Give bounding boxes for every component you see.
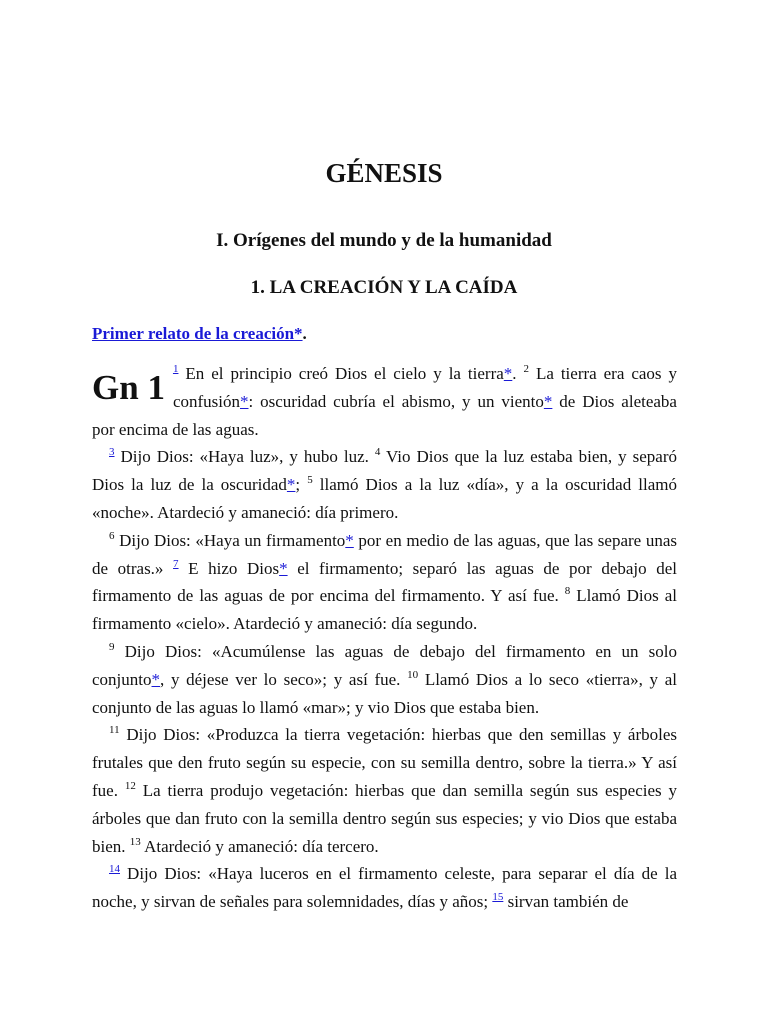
verse-text: La tierra era caos y confusión: [172, 364, 677, 411]
chapter-label: Gn 1: [92, 368, 165, 407]
verse-text: , y déjese ver lo seco»; y así fue.: [160, 669, 408, 689]
footnote-link[interactable]: *: [543, 391, 553, 411]
verse-number: 2: [523, 363, 529, 375]
verse-text: llamó Dios a la luz «día», y a la oscuridad llamó «noche». Atardeció y amaneció: día primero.: [92, 475, 677, 522]
verse-paragraph: [92, 860, 677, 916]
story-heading: [92, 324, 307, 344]
verse-paragraph: [92, 721, 677, 860]
verse-number: 8: [564, 585, 571, 598]
verse-text: Dijo Dios: «Haya luceros en el firmamento celeste, para separar el día de la noche, y sirvan de señales para solemnidades, días y años;: [92, 864, 677, 912]
verse-number[interactable]: [109, 863, 120, 875]
verse-number: 10: [407, 668, 419, 681]
verse-number: 9: [109, 640, 115, 653]
verse-paragraph: [92, 638, 677, 721]
verse-number: 4: [374, 446, 381, 459]
verse-text: Atardeció y amaneció: día tercero.: [140, 836, 379, 856]
verse-text: Dijo Dios: «Produzca la tierra vegetación: hierbas que den semillas y árboles frutales que den fruto según su especie, con su semilla dentro, sobre la tierra.» Y así fue.: [92, 725, 677, 800]
footnote-link[interactable]: *: [503, 364, 513, 383]
verse-text: Dijo Dios: «Haya luz», y hubo luz.: [114, 447, 375, 467]
verse-number: 6: [109, 529, 115, 542]
verse-text: E hizo Dios: [178, 558, 280, 578]
verse-text: .: [512, 364, 524, 383]
verse-text: En el principio creó Dios el cielo y la tierra: [178, 364, 504, 383]
verse-text: ;: [295, 475, 308, 495]
verse-number-link[interactable]: 7: [173, 557, 179, 570]
verse-text: por en medio de las aguas, que las separe unas de otras.»: [92, 530, 677, 578]
verse-text: Llamó Dios a lo seco «tierra», y al conjunto de las aguas lo llamó «mar»; y vio Dios que estaba bien.: [92, 669, 677, 717]
verse-text: Vio Dios que la luz estaba bien, y separó Dios la luz de la oscuridad: [92, 447, 677, 495]
story-heading-link[interactable]: Primer relato de la creación*: [92, 324, 303, 343]
verse-number: 11: [109, 724, 120, 737]
section-heading: 1. LA CREACIÓN Y LA CAÍDA: [250, 277, 518, 298]
footnote-link[interactable]: *: [345, 530, 354, 550]
verse-text: el firmamento; separó las aguas de por debajo del firmamento de las aguas de por encima del firmamento. Y así fue.: [92, 558, 677, 606]
verse-text: Dijo Dios: «Haya un firmamento: [114, 530, 346, 550]
verse-text: : oscuridad cubría el abismo, y un viento: [248, 391, 544, 411]
story-heading-period: .: [302, 324, 307, 343]
footnote-link[interactable]: *: [279, 558, 288, 578]
verse-paragraph: [92, 360, 677, 443]
verse-number: 12: [124, 779, 136, 792]
footnote-link[interactable]: *: [240, 391, 249, 411]
verse-number-link[interactable]: 1: [172, 363, 179, 375]
verse-number[interactable]: [492, 891, 503, 903]
verse-number: 13: [129, 835, 141, 848]
footnote-link[interactable]: *: [286, 475, 296, 495]
verse-text: de Dios aleteaba por encima de las aguas.: [92, 391, 677, 439]
verse-number-link[interactable]: 15: [492, 891, 504, 904]
verse-paragraph: [92, 527, 677, 638]
verse-text: La tierra produjo vegetación: hierbas que dan semilla según sus especies y árboles que dan fruto con la semilla dentro según sus especies; y vio Dios que estaba bien.: [92, 780, 677, 856]
verse-number-link[interactable]: 3: [109, 446, 115, 459]
verse-paragraph: [92, 443, 677, 526]
verse-number: 5: [307, 474, 313, 487]
footnote-link[interactable]: *: [151, 669, 160, 689]
verse-text: sirvan también de: [503, 892, 629, 912]
scripture-text: [92, 360, 677, 916]
book-title: GÉNESIS: [325, 158, 443, 188]
part-heading: I. Orígenes del mundo y de la humanidad: [216, 230, 552, 251]
verse-number-link[interactable]: 14: [109, 863, 120, 876]
verse-text: Llamó Dios al firmamento «cielo». Atardeció y amaneció: día segundo.: [92, 586, 677, 634]
verse-text: Dijo Dios: «Acumúlense las aguas de debajo del firmamento en un solo conjunto: [92, 641, 677, 689]
